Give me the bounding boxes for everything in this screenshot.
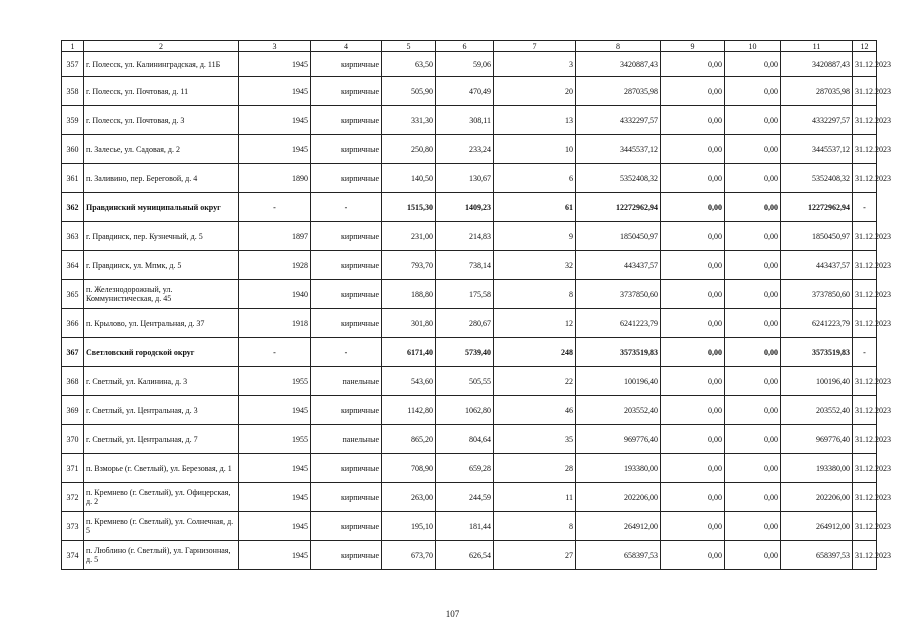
cost-cell: 443437,57	[576, 251, 661, 280]
total-area-cell: 543,60	[382, 367, 436, 396]
total-cost-cell: 287035,98	[781, 77, 853, 106]
cost-cell: 1850450,97	[576, 222, 661, 251]
wall-material-cell: кирпичные	[311, 222, 382, 251]
total-cost-cell: 3445537,12	[781, 135, 853, 164]
deadline-cell: 31.12.2023	[853, 222, 877, 251]
total-cost-cell: 5352408,32	[781, 164, 853, 193]
wall-material-cell: кирпичные	[311, 454, 382, 483]
region-funds-cell: 0,00	[661, 164, 725, 193]
column-header-6: 6	[436, 41, 494, 52]
deadline-cell: 31.12.2023	[853, 251, 877, 280]
total-cost-cell: 203552,40	[781, 396, 853, 425]
total-area-cell: 1515,30	[382, 193, 436, 222]
address-cell: п. Люблино (г. Светлый), ул. Гарнизонная, д. 5	[84, 541, 239, 570]
total-area-cell: 250,80	[382, 135, 436, 164]
local-funds-cell: 0,00	[725, 541, 781, 570]
residents-cell: 20	[494, 77, 576, 106]
column-header-9: 9	[661, 41, 725, 52]
local-funds-cell: 0,00	[725, 222, 781, 251]
region-funds-cell: 0,00	[661, 251, 725, 280]
wall-material-cell: кирпичные	[311, 396, 382, 425]
local-funds-cell: 0,00	[725, 251, 781, 280]
table-row	[62, 135, 877, 164]
total-area-cell: 865,20	[382, 425, 436, 454]
region-funds-cell: 0,00	[661, 512, 725, 541]
residents-cell: 27	[494, 541, 576, 570]
deadline-cell: -	[853, 193, 877, 222]
total-area-cell: 1142,80	[382, 396, 436, 425]
deadline-cell: 31.12.2023	[853, 164, 877, 193]
year-cell: 1890	[239, 164, 311, 193]
region-funds-cell: 0,00	[661, 52, 725, 77]
page-number: 107	[445, 609, 460, 619]
living-area-cell: 280,67	[436, 309, 494, 338]
wall-material-cell: кирпичные	[311, 77, 382, 106]
wall-material-cell: кирпичные	[311, 52, 382, 77]
column-header-12: 12	[853, 41, 877, 52]
total-area-cell: 505,90	[382, 77, 436, 106]
deadline-cell: 31.12.2023	[853, 541, 877, 570]
address-cell: п. Кремнево (г. Светлый), ул. Солнечная, д. 5	[84, 512, 239, 541]
local-funds-cell: 0,00	[725, 425, 781, 454]
year-cell: 1945	[239, 454, 311, 483]
local-funds-cell: 0,00	[725, 483, 781, 512]
region-funds-cell: 0,00	[661, 106, 725, 135]
living-area-cell: 181,44	[436, 512, 494, 541]
local-funds-cell: 0,00	[725, 193, 781, 222]
row-number: 371	[62, 454, 84, 483]
row-number: 370	[62, 425, 84, 454]
local-funds-cell: 0,00	[725, 164, 781, 193]
table-row	[62, 425, 877, 454]
total-cost-cell: 3420887,43	[781, 52, 853, 77]
wall-material-cell: -	[311, 338, 382, 367]
residents-cell: 11	[494, 483, 576, 512]
wall-material-cell: кирпичные	[311, 541, 382, 570]
wall-material-cell: панельные	[311, 425, 382, 454]
residents-cell: 13	[494, 106, 576, 135]
address-cell: п. Взморье (г. Светлый), ул. Березовая, д. 1	[84, 454, 239, 483]
region-funds-cell: 0,00	[661, 135, 725, 164]
residents-cell: 12	[494, 309, 576, 338]
local-funds-cell: 0,00	[725, 280, 781, 309]
year-cell: -	[239, 193, 311, 222]
total-cost-cell: 202206,00	[781, 483, 853, 512]
column-header-3: 3	[239, 41, 311, 52]
table-row	[62, 512, 877, 541]
living-area-cell: 1409,23	[436, 193, 494, 222]
address-cell: г. Полесск, ул. Почтовая, д. 3	[84, 106, 239, 135]
deadline-cell: 31.12.2023	[853, 106, 877, 135]
total-area-cell: 140,50	[382, 164, 436, 193]
total-area-cell: 263,00	[382, 483, 436, 512]
column-header-4: 4	[311, 41, 382, 52]
total-cost-cell: 6241223,79	[781, 309, 853, 338]
year-cell: 1945	[239, 512, 311, 541]
cost-cell: 202206,00	[576, 483, 661, 512]
deadline-cell: 31.12.2023	[853, 135, 877, 164]
column-header-2: 2	[84, 41, 239, 52]
year-cell: 1945	[239, 106, 311, 135]
living-area-cell: 308,11	[436, 106, 494, 135]
table-row	[62, 454, 877, 483]
year-cell: 1940	[239, 280, 311, 309]
total-cost-cell: 658397,53	[781, 541, 853, 570]
address-cell: г. Светлый, ул. Центральная, д. 7	[84, 425, 239, 454]
year-cell: 1945	[239, 52, 311, 77]
address-cell: г. Правдинск, ул. Мпмк, д. 5	[84, 251, 239, 280]
table-row	[62, 77, 877, 106]
year-cell: 1928	[239, 251, 311, 280]
deadline-cell: 31.12.2023	[853, 367, 877, 396]
deadline-cell: 31.12.2023	[853, 396, 877, 425]
living-area-cell: 626,54	[436, 541, 494, 570]
living-area-cell: 175,58	[436, 280, 494, 309]
residents-cell: 35	[494, 425, 576, 454]
total-cost-cell: 100196,40	[781, 367, 853, 396]
year-cell: 1918	[239, 309, 311, 338]
residents-cell: 9	[494, 222, 576, 251]
deadline-cell: 31.12.2023	[853, 454, 877, 483]
housing-table	[61, 40, 891, 570]
year-cell: 1945	[239, 396, 311, 425]
region-funds-cell: 0,00	[661, 338, 725, 367]
region-funds-cell: 0,00	[661, 454, 725, 483]
table-row	[62, 222, 877, 251]
year-cell: 1955	[239, 367, 311, 396]
cost-cell: 287035,98	[576, 77, 661, 106]
address-cell: п. Железнодорожный, ул. Коммунистическая, д. 45	[84, 280, 239, 309]
row-number: 365	[62, 280, 84, 309]
total-area-cell: 301,80	[382, 309, 436, 338]
year-cell: 1897	[239, 222, 311, 251]
address-cell: Светловский городской округ	[84, 338, 239, 367]
cost-cell: 6241223,79	[576, 309, 661, 338]
address-cell: г. Полесск, ул. Калининградская, д. 11Б	[84, 52, 239, 77]
total-area-cell: 188,80	[382, 280, 436, 309]
cost-cell: 4332297,57	[576, 106, 661, 135]
living-area-cell: 233,24	[436, 135, 494, 164]
local-funds-cell: 0,00	[725, 52, 781, 77]
total-area-cell: 793,70	[382, 251, 436, 280]
cost-cell: 5352408,32	[576, 164, 661, 193]
local-funds-cell: 0,00	[725, 396, 781, 425]
residents-cell: 61	[494, 193, 576, 222]
row-number: 362	[62, 193, 84, 222]
total-cost-cell: 1850450,97	[781, 222, 853, 251]
column-header-11: 11	[781, 41, 853, 52]
region-funds-cell: 0,00	[661, 193, 725, 222]
address-cell: г. Светлый, ул. Калинина, д. 3	[84, 367, 239, 396]
wall-material-cell: кирпичные	[311, 251, 382, 280]
deadline-cell: 31.12.2023	[853, 309, 877, 338]
cost-cell: 3573519,83	[576, 338, 661, 367]
region-funds-cell: 0,00	[661, 367, 725, 396]
total-area-cell: 673,70	[382, 541, 436, 570]
residents-cell: 6	[494, 164, 576, 193]
address-cell: п. Залесье, ул. Садовая, д. 2	[84, 135, 239, 164]
residents-cell: 46	[494, 396, 576, 425]
living-area-cell: 659,28	[436, 454, 494, 483]
table-row	[62, 52, 877, 77]
table-summary-row	[62, 193, 877, 222]
row-number: 361	[62, 164, 84, 193]
deadline-cell: 31.12.2023	[853, 512, 877, 541]
living-area-cell: 804,64	[436, 425, 494, 454]
row-number: 373	[62, 512, 84, 541]
row-number: 359	[62, 106, 84, 135]
column-number-row	[62, 41, 877, 52]
wall-material-cell: кирпичные	[311, 135, 382, 164]
cost-cell: 193380,00	[576, 454, 661, 483]
column-header-8: 8	[576, 41, 661, 52]
local-funds-cell: 0,00	[725, 309, 781, 338]
wall-material-cell: -	[311, 193, 382, 222]
row-number: 363	[62, 222, 84, 251]
table-row	[62, 309, 877, 338]
total-area-cell: 331,30	[382, 106, 436, 135]
year-cell: 1945	[239, 483, 311, 512]
row-number: 374	[62, 541, 84, 570]
wall-material-cell: кирпичные	[311, 309, 382, 338]
total-cost-cell: 443437,57	[781, 251, 853, 280]
address-cell: г. Светлый, ул. Центральная, д. 3	[84, 396, 239, 425]
table-summary-row	[62, 338, 877, 367]
cost-cell: 264912,00	[576, 512, 661, 541]
total-cost-cell: 969776,40	[781, 425, 853, 454]
address-cell: г. Правдинск, пер. Кузнечный, д. 5	[84, 222, 239, 251]
living-area-cell: 5739,40	[436, 338, 494, 367]
living-area-cell: 738,14	[436, 251, 494, 280]
table-row	[62, 164, 877, 193]
row-number: 360	[62, 135, 84, 164]
table-row	[62, 106, 877, 135]
residents-cell: 32	[494, 251, 576, 280]
address-cell: п. Крылово, ул. Центральная, д. 37	[84, 309, 239, 338]
deadline-cell: -	[853, 338, 877, 367]
deadline-cell: 31.12.2023	[853, 280, 877, 309]
column-header-7: 7	[494, 41, 576, 52]
total-area-cell: 6171,40	[382, 338, 436, 367]
address-cell: п. Заливино, пер. Береговой, д. 4	[84, 164, 239, 193]
deadline-cell: 31.12.2023	[853, 483, 877, 512]
row-number: 357	[62, 52, 84, 77]
local-funds-cell: 0,00	[725, 135, 781, 164]
year-cell: -	[239, 338, 311, 367]
region-funds-cell: 0,00	[661, 425, 725, 454]
living-area-cell: 244,59	[436, 483, 494, 512]
table-row	[62, 251, 877, 280]
row-number: 364	[62, 251, 84, 280]
table-row	[62, 367, 877, 396]
residents-cell: 28	[494, 454, 576, 483]
local-funds-cell: 0,00	[725, 512, 781, 541]
total-cost-cell: 264912,00	[781, 512, 853, 541]
living-area-cell: 1062,80	[436, 396, 494, 425]
address-cell: г. Полесск, ул. Почтовая, д. 11	[84, 77, 239, 106]
row-number: 372	[62, 483, 84, 512]
total-cost-cell: 4332297,57	[781, 106, 853, 135]
residents-cell: 22	[494, 367, 576, 396]
local-funds-cell: 0,00	[725, 338, 781, 367]
residents-cell: 248	[494, 338, 576, 367]
year-cell: 1945	[239, 135, 311, 164]
table-row	[62, 280, 877, 309]
cost-cell: 658397,53	[576, 541, 661, 570]
column-header-10: 10	[725, 41, 781, 52]
cost-cell: 3420887,43	[576, 52, 661, 77]
total-cost-cell: 3737850,60	[781, 280, 853, 309]
wall-material-cell: панельные	[311, 367, 382, 396]
cost-cell: 203552,40	[576, 396, 661, 425]
wall-material-cell: кирпичные	[311, 106, 382, 135]
year-cell: 1955	[239, 425, 311, 454]
address-cell: п. Кремнево (г. Светлый), ул. Офицерская, д. 2	[84, 483, 239, 512]
cost-cell: 100196,40	[576, 367, 661, 396]
region-funds-cell: 0,00	[661, 280, 725, 309]
living-area-cell: 59,06	[436, 52, 494, 77]
local-funds-cell: 0,00	[725, 77, 781, 106]
residents-cell: 10	[494, 135, 576, 164]
deadline-cell: 31.12.2023	[853, 425, 877, 454]
residents-cell: 8	[494, 512, 576, 541]
total-cost-cell: 193380,00	[781, 454, 853, 483]
region-funds-cell: 0,00	[661, 222, 725, 251]
region-funds-cell: 0,00	[661, 396, 725, 425]
total-area-cell: 708,90	[382, 454, 436, 483]
region-funds-cell: 0,00	[661, 77, 725, 106]
residents-cell: 8	[494, 280, 576, 309]
table-row	[62, 396, 877, 425]
deadline-cell: 31.12.2023	[853, 52, 877, 77]
cost-cell: 12272962,94	[576, 193, 661, 222]
wall-material-cell: кирпичные	[311, 512, 382, 541]
total-area-cell: 231,00	[382, 222, 436, 251]
living-area-cell: 505,55	[436, 367, 494, 396]
total-area-cell: 195,10	[382, 512, 436, 541]
living-area-cell: 470,49	[436, 77, 494, 106]
total-cost-cell: 12272962,94	[781, 193, 853, 222]
row-number: 367	[62, 338, 84, 367]
local-funds-cell: 0,00	[725, 454, 781, 483]
wall-material-cell: кирпичные	[311, 164, 382, 193]
year-cell: 1945	[239, 541, 311, 570]
total-area-cell: 63,50	[382, 52, 436, 77]
wall-material-cell: кирпичные	[311, 483, 382, 512]
living-area-cell: 130,67	[436, 164, 494, 193]
table-row	[62, 541, 877, 570]
local-funds-cell: 0,00	[725, 367, 781, 396]
cost-cell: 3445537,12	[576, 135, 661, 164]
wall-material-cell: кирпичные	[311, 280, 382, 309]
column-header-5: 5	[382, 41, 436, 52]
residents-cell: 3	[494, 52, 576, 77]
row-number: 358	[62, 77, 84, 106]
region-funds-cell: 0,00	[661, 483, 725, 512]
local-funds-cell: 0,00	[725, 106, 781, 135]
row-number: 366	[62, 309, 84, 338]
total-cost-cell: 3573519,83	[781, 338, 853, 367]
table-body	[62, 52, 891, 570]
region-funds-cell: 0,00	[661, 309, 725, 338]
living-area-cell: 214,83	[436, 222, 494, 251]
table-row	[62, 483, 877, 512]
row-number: 368	[62, 367, 84, 396]
year-cell: 1945	[239, 77, 311, 106]
address-cell: Правдинский муниципальный округ	[84, 193, 239, 222]
row-number: 369	[62, 396, 84, 425]
cost-cell: 3737850,60	[576, 280, 661, 309]
deadline-cell: 31.12.2023	[853, 77, 877, 106]
region-funds-cell: 0,00	[661, 541, 725, 570]
cost-cell: 969776,40	[576, 425, 661, 454]
column-header-1: 1	[62, 41, 84, 52]
